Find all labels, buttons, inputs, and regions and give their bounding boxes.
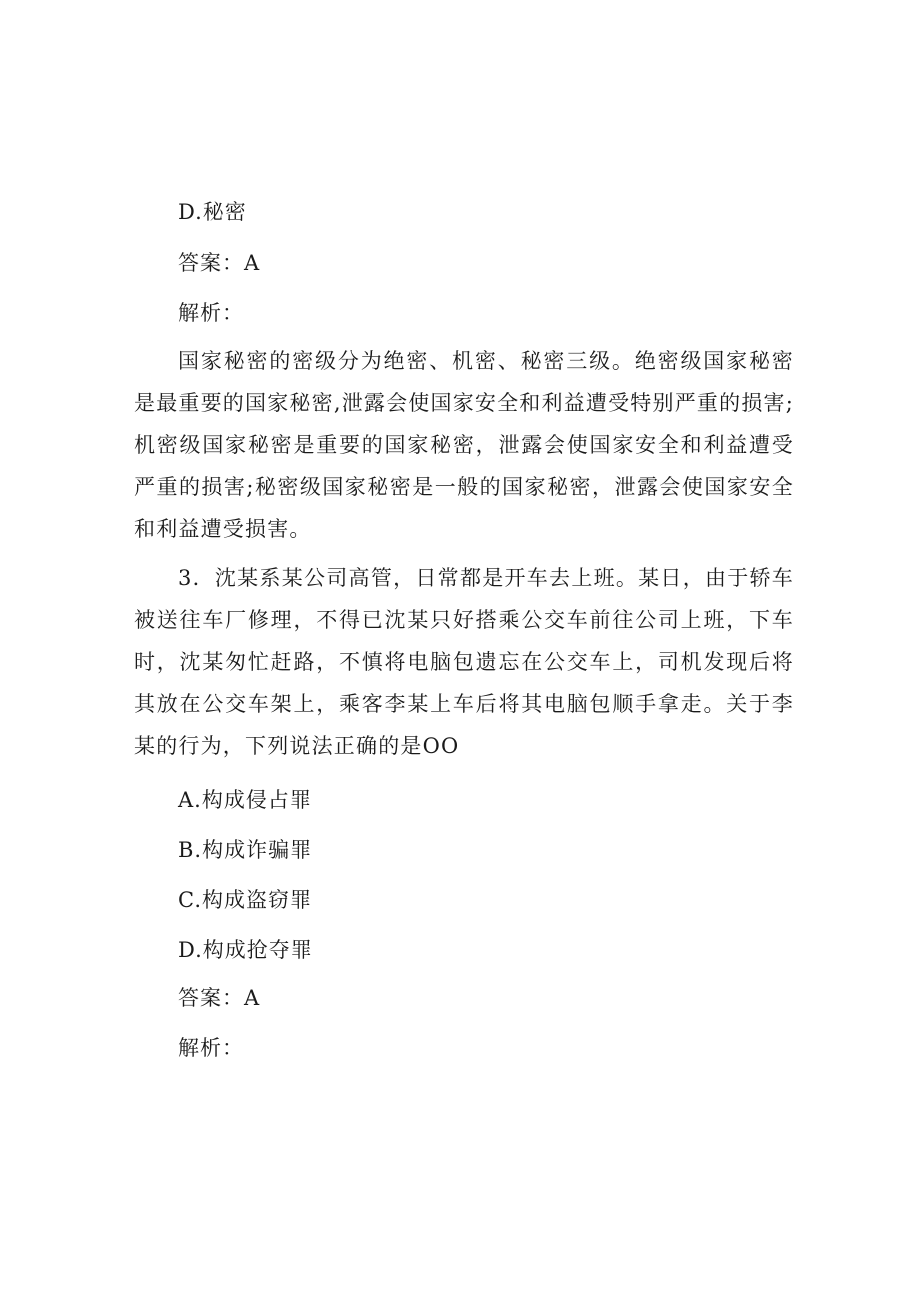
question-paragraph: 3．沈某系某公司高管，日常都是开车去上班。某日，由于轿车被送往车厂修理，不得已沈某只好搭乘公交车前往公司上班，下车时，沈某匆忙赶路，不慎将电脑包遗忘在公交车上，司机发现后将其放在公交车架上，乘客李某上车后将其电脑包顺手拿走。关于李某的行为，下列说法正确的是OO (134, 566, 794, 758)
option-c-line: C.构成盗窃罪 (178, 888, 312, 912)
option-d-line: D.秘密 (178, 200, 247, 224)
analysis-label-q3: 解析： (178, 1036, 244, 1060)
analysis-paragraph: 国家秘密的密级分为绝密、机密、秘密三级。绝密级国家秘密是最重要的国家秘密,泄露会使国家安全和利益遭受特别严重的损害;机密级国家秘密是重要的国家秘密，泄露会使国家安全和利益遭受严重的损害;秘密级国家秘密是一般的国家秘密，泄露会使国家安全和利益遭受损害。 (134, 349, 794, 541)
option-a-line: A.构成侵占罪 (178, 788, 312, 812)
option-d-line-q3: D.构成抢夺罪 (178, 938, 313, 962)
option-b-line: B.构成诈骗罪 (178, 838, 313, 862)
answer-line-q3: 答案：A (178, 986, 261, 1010)
analysis-label: 解析： (178, 301, 244, 325)
answer-line: 答案：A (178, 251, 261, 275)
